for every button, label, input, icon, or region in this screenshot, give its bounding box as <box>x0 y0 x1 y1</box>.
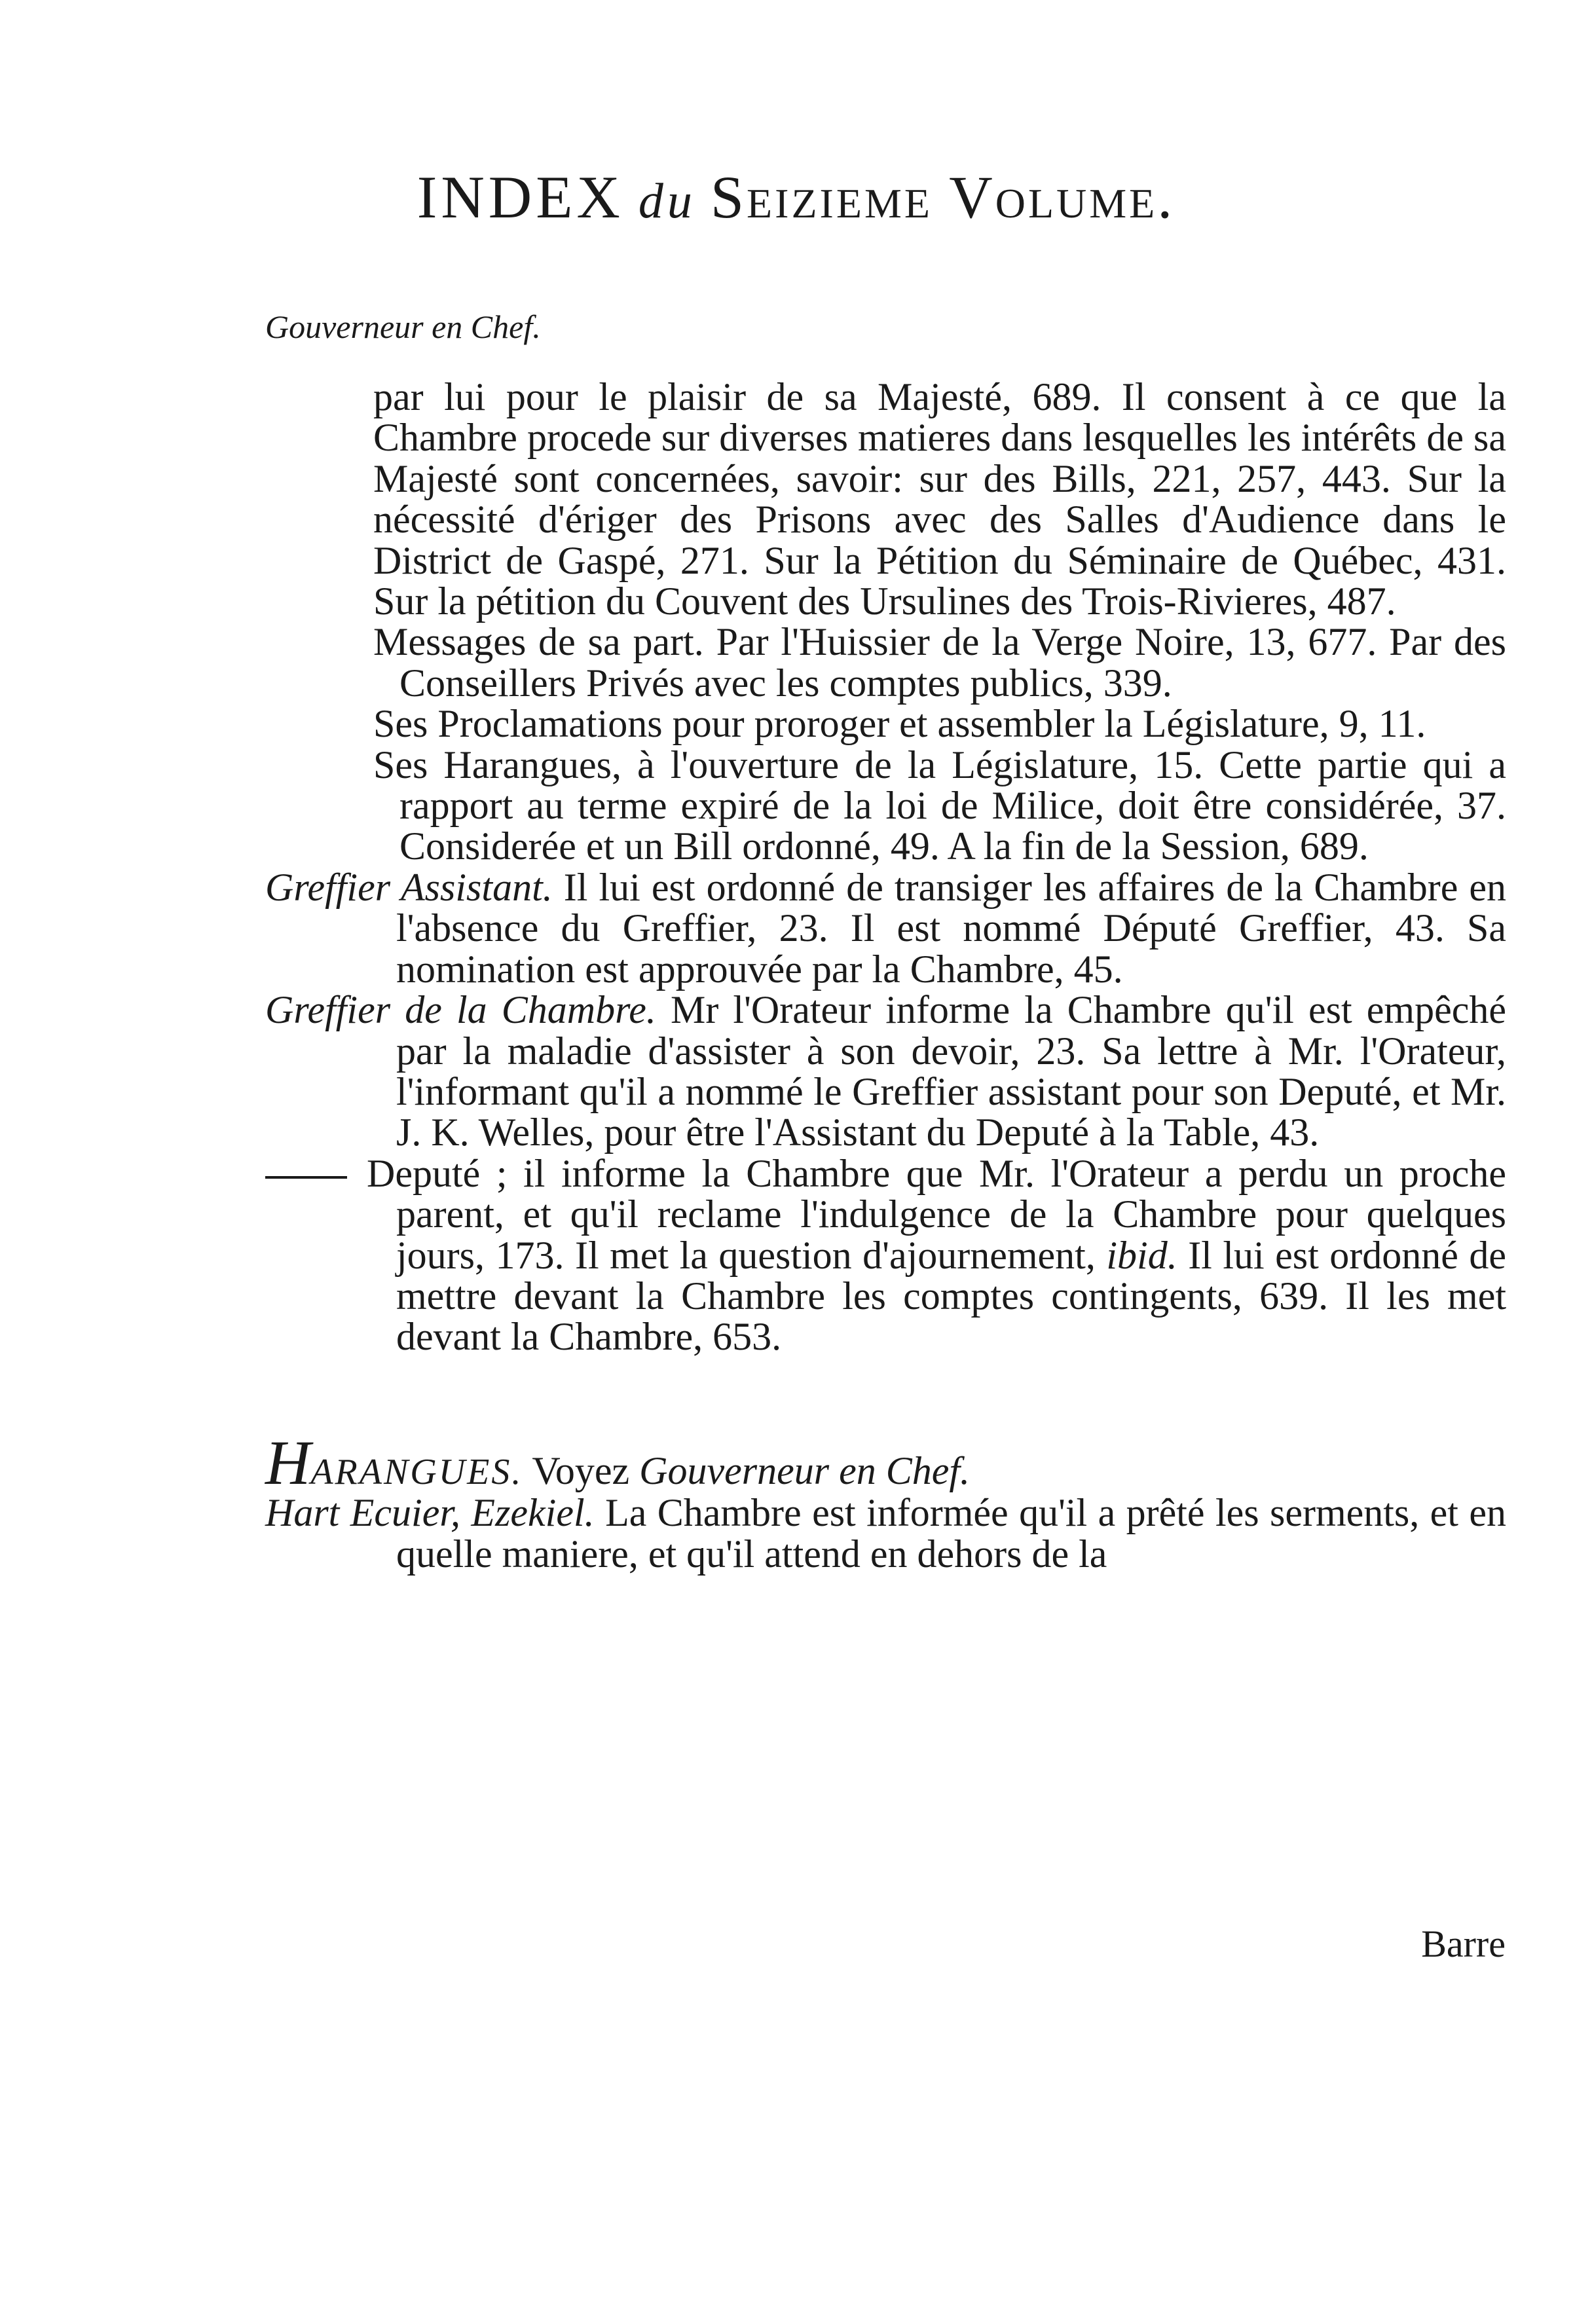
depute-text-2: Il lui est ordonné de mettre devant la Chambre les comptes contingents, 639. Il les met devant la Chambre, 653. <box>396 1233 1507 1359</box>
hart-term: Hart Ecuier, Ezekiel. <box>265 1491 595 1535</box>
title-index: INDEX <box>417 164 624 231</box>
section-gap <box>265 1357 1506 1443</box>
entry-messages: Messages de sa part. Par l'Huissier de la Verge Noire, 13, 677. Par des Conseillers Privés avec les comptes publics, 339. <box>373 620 1506 705</box>
section-heading-harangues <box>265 1427 1506 1498</box>
entry-proclamations: Ses Proclamations pour proroger et assembler la Législature, 9, 11. <box>373 702 1426 746</box>
harangues-heading: ARANGUES. <box>310 1451 523 1492</box>
index-body <box>265 377 1506 1574</box>
title-du: du <box>638 174 696 229</box>
entry-greffier-chambre <box>265 989 1506 1153</box>
depute-text-1: Deputé ; il informe la Chambre que Mr. l'Orateur a perdu un proche parent, et qu'il reclame l'indulgence de la Chambre pour quelques jours, 173. Il met la question d'ajournement, <box>367 1151 1506 1277</box>
entry-harangues: Ses Harangues, à l'ouverture de la Législature, 15. Cette partie qui a rapport au terme expiré de la loi de Milice, doit être considérée, 37. Considerée et un Bill ordonné, 49. A la fin de la Session, 689. <box>373 743 1506 868</box>
entry-depute <box>265 1153 1506 1357</box>
entry-greffier-assistant <box>265 867 1506 989</box>
page-title <box>0 162 1592 232</box>
entry-gouverneur-continuation: par lui pour le plaisir de sa Majesté, 689. Il consent à ce que la Chambre procede sur diverses matieres dans lesquelles les intérêts de sa Majesté sont concernées, savoir: sur des Bills, 221, 257, 443. Sur la nécessité d'ériger des Prisons avec des Salles d'Audience dans le District de Gaspé, 271. Sur la Pétition du Séminaire de Québec, 431. Sur la pétition du Couvent des Ursulines des Trois-Rivieres, 487. <box>373 375 1506 623</box>
depute-ibid: ibid. <box>1106 1233 1177 1277</box>
greffier-assistant-term: Greffier Assistant. <box>265 865 553 909</box>
em-dash-rule <box>265 1176 347 1179</box>
harangues-cross-ref: Gouverneur en Chef. <box>639 1448 971 1492</box>
entry-hart <box>265 1492 1506 1574</box>
greffier-chambre-term: Greffier de la Chambre. <box>265 988 656 1032</box>
hart-text: La Chambre est informée qu'il a prêté les serments, et en quelle maniere, et qu'il attend en dehors de la <box>396 1491 1506 1576</box>
greffier-chambre-text: Mr l'Orateur informe la Chambre qu'il est empêché par la maladie d'assister à son devoir, 23. Sa lettre à Mr. l'Orateur, l'informant qu'il a nommé le Greffier assistant pour son Deputé, et Mr. J. K. Welles, pour être l'Assistant du Deputé à la Table, 43. <box>396 988 1506 1154</box>
running-head: Gouverneur en Chef. <box>265 308 541 345</box>
harangues-initial: H <box>265 1427 311 1498</box>
harangues-voyez: Voyez <box>532 1448 630 1492</box>
catchword: Barre <box>1421 1923 1506 1965</box>
title-volume: Seizieme Volume. <box>710 164 1175 231</box>
greffier-assistant-text: Il lui est ordonné de transiger les affaires de la Chambre en l'absence du Greffier, 23. Il est nommé Député Greffier, 43. Sa nomination est approuvée par la Chambre, 45. <box>396 865 1506 991</box>
